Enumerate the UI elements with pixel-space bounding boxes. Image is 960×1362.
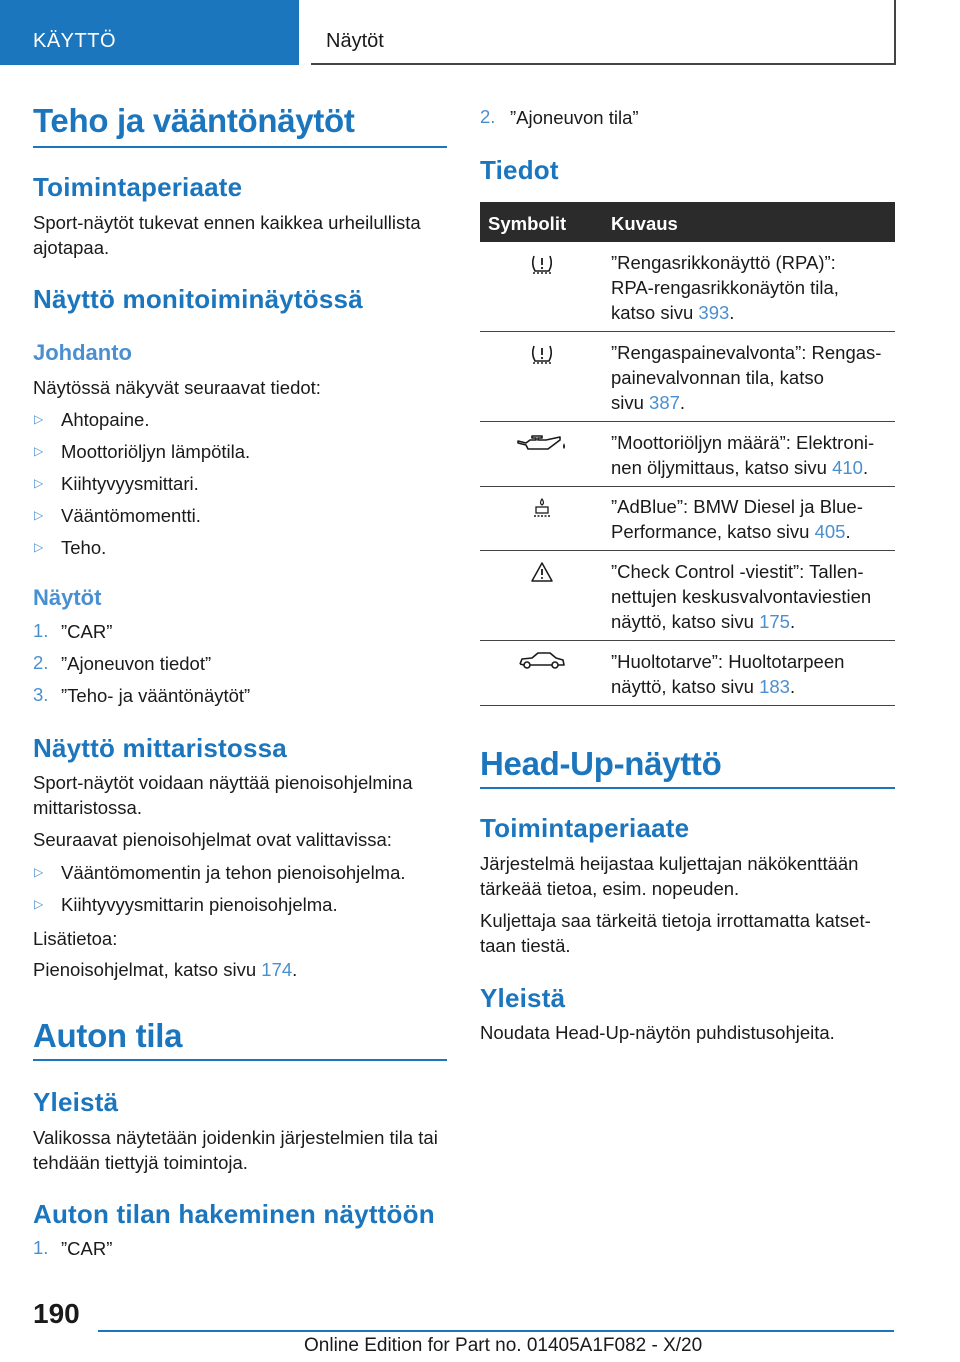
widgets-reference — [33, 957, 297, 982]
page-link-183[interactable]: 183 — [759, 676, 790, 697]
heading-rule — [480, 787, 895, 789]
heading-cluster: Näyttö mittaristossa — [33, 733, 287, 763]
row-divider — [480, 640, 895, 641]
step-number: 1. — [33, 620, 49, 641]
adblue-icon — [481, 497, 603, 527]
page-link-393[interactable]: 393 — [698, 302, 730, 323]
desc-line: Performance, katso sivu 405. — [611, 521, 851, 542]
row-divider — [480, 550, 895, 551]
heading-general: Yleistä — [33, 1087, 119, 1117]
row-divider — [480, 486, 895, 487]
oil-can-icon — [481, 433, 603, 463]
cluster-text-3: Seuraavat pienoisohjelmat ovat valittavissa: — [33, 829, 392, 850]
heading-fetch-status: Auton tilan hakeminen näyttöön — [33, 1199, 435, 1229]
step-text: ”CAR” — [61, 1238, 113, 1259]
desc-text: näyttö, katso sivu — [611, 611, 760, 632]
section-title: KÄYTTÖ — [33, 30, 117, 52]
cluster-text-1: Sport-näytöt voidaan näyttää pienoisohjelmina — [33, 772, 413, 793]
heading-multi-display: Näyttö monitoiminäytössä — [33, 284, 363, 314]
heading-displays: Näytöt — [33, 585, 102, 610]
list-item: Kiihtyvyysmittari. — [61, 473, 199, 494]
list-item: Ahtopaine. — [61, 409, 150, 430]
edition-text: Online Edition for Part no. 01405A1F082 - X/20 — [304, 1335, 703, 1356]
desc-text: näyttö, katso sivu — [611, 676, 760, 697]
step-text: ”Ajoneuvon tila” — [510, 107, 639, 128]
desc-line: RPA-rengasrikkonäytön tila, — [611, 277, 839, 298]
step-text: ”Ajoneuvon tiedot” — [61, 653, 212, 674]
desc-text: sivu — [611, 392, 650, 413]
row-divider — [480, 331, 895, 332]
page-link-174[interactable]: 174 — [261, 959, 293, 980]
desc-line: katso sivu 393. — [611, 302, 735, 323]
desc-text: nen öljymittaus, katso sivu — [611, 457, 833, 478]
list-item: Vääntömomentin ja tehon pienoisohjelma. — [61, 862, 406, 883]
chapter-title: Näytöt — [326, 30, 384, 52]
hud-text-3: Kuljettaja saa tärkeitä tietoja irrottamatta katset- — [480, 910, 871, 931]
bullet-triangle-icon: ▷ — [34, 444, 44, 458]
heading-general: Yleistä — [480, 983, 566, 1013]
desc-line: nettujen keskusvalvontaviestien — [611, 586, 872, 607]
heading-power-displays: Teho ja vääntönäytöt — [33, 102, 355, 139]
col-description-header: Kuvaus — [611, 213, 678, 234]
heading-info: Tiedot — [480, 155, 559, 185]
bullet-triangle-icon: ▷ — [34, 412, 44, 426]
footer-rule — [98, 1330, 894, 1332]
table-row-desc — [611, 430, 895, 480]
principle-text-1: Sport-näytöt tukevat ennen kaikkea urheilullista — [33, 212, 421, 233]
desc-text: Performance, katso sivu — [611, 521, 815, 542]
general-text-2: tehdään tiettyjä toimintoja. — [33, 1152, 248, 1173]
section-tab — [0, 0, 299, 65]
page-link-410[interactable]: 410 — [832, 457, 863, 478]
widgets-ref-text: Pienoisohjelmat, katso sivu — [33, 959, 262, 980]
bullet-triangle-icon: ▷ — [34, 508, 44, 522]
table-header — [480, 202, 895, 242]
desc-text: katso sivu — [611, 302, 699, 323]
heading-head-up-display: Head-Up-näyttö — [480, 745, 722, 782]
page-link-405[interactable]: 405 — [814, 521, 846, 542]
tire-pressure-icon — [481, 253, 603, 283]
table-row-desc — [611, 250, 895, 325]
table-row-desc — [611, 494, 895, 544]
bullet-triangle-icon: ▷ — [34, 897, 44, 911]
table-row-desc — [611, 559, 895, 634]
desc-line: ”AdBlue”: BMW Diesel ja Blue- — [611, 496, 863, 517]
hud-text-1: Järjestelmä heijastaa kuljettajan näkökenttään — [480, 853, 859, 874]
list-item: Kiihtyvyysmittarin pienoisohjelma. — [61, 894, 338, 915]
chapter-tab — [311, 0, 896, 65]
step-text: ”Teho- ja vääntönäytöt” — [61, 685, 251, 706]
desc-line: sivu 387. — [611, 392, 686, 413]
heading-intro: Johdanto — [33, 340, 132, 365]
intro-text: Näytössä näkyvät seuraavat tiedot: — [33, 377, 321, 398]
principle-text-2: ajotapaa. — [33, 237, 110, 258]
bullet-triangle-icon: ▷ — [34, 476, 44, 490]
desc-line: näyttö, katso sivu 183. — [611, 676, 796, 697]
general-text-1: Valikossa näytetään joidenkin järjestelmien tila tai — [33, 1127, 438, 1148]
desc-line: ”Rengasrikkonäyttö (RPA)”: — [611, 252, 836, 273]
desc-line: ”Check Control -viestit”: Tallen- — [611, 561, 864, 582]
list-item: Vääntömomentti. — [61, 505, 201, 526]
desc-line: näyttö, katso sivu 175. — [611, 611, 796, 632]
general-text: Noudata Head-Up-näytön puhdistusohjeita. — [480, 1022, 835, 1043]
hud-text-2: tärkeää tietoa, esim. nopeuden. — [480, 878, 740, 899]
table-row-desc — [611, 340, 895, 415]
heading-principle: Toimintaperiaate — [480, 813, 690, 843]
heading-principle: Toimintaperiaate — [33, 172, 243, 202]
bullet-triangle-icon: ▷ — [34, 865, 44, 879]
page-number: 190 — [33, 1298, 80, 1329]
step-number: 2. — [33, 652, 49, 673]
page-link-175[interactable]: 175 — [759, 611, 790, 632]
heading-rule — [33, 146, 447, 148]
period: . — [292, 959, 298, 980]
tire-pressure-icon — [481, 343, 603, 373]
step-text: ”CAR” — [61, 621, 113, 642]
heading-vehicle-status: Auton tila — [33, 1017, 183, 1054]
page-link-387[interactable]: 387 — [649, 392, 680, 413]
col-symbols-header: Symbolit — [488, 213, 567, 234]
list-item: Teho. — [61, 537, 107, 558]
service-car-icon — [481, 650, 603, 680]
step-number: 2. — [480, 106, 496, 127]
desc-line: ”Huoltotarve”: Huoltotarpeen — [611, 651, 845, 672]
row-divider — [480, 421, 895, 422]
hud-text-4: taan tiestä. — [480, 935, 571, 956]
desc-line: nen öljymittaus, katso sivu 410. — [611, 457, 869, 478]
bullet-triangle-icon: ▷ — [34, 540, 44, 554]
step-number: 1. — [33, 1237, 49, 1258]
desc-line: painevalvonnan tila, katso — [611, 367, 824, 388]
row-divider — [480, 705, 895, 706]
list-item: Moottoriöljyn lämpötila. — [61, 441, 251, 462]
desc-line: ”Moottoriöljyn määrä”: Elektroni- — [611, 432, 875, 453]
step-number: 3. — [33, 684, 49, 705]
table-row-desc — [611, 649, 895, 699]
cluster-text-2: mittaristossa. — [33, 797, 142, 818]
more-info-label: Lisätietoa: — [33, 928, 118, 949]
desc-line: ”Rengaspainevalvonta”: Rengas- — [611, 342, 882, 363]
heading-rule — [33, 1059, 447, 1061]
warning-triangle-icon — [481, 561, 603, 591]
